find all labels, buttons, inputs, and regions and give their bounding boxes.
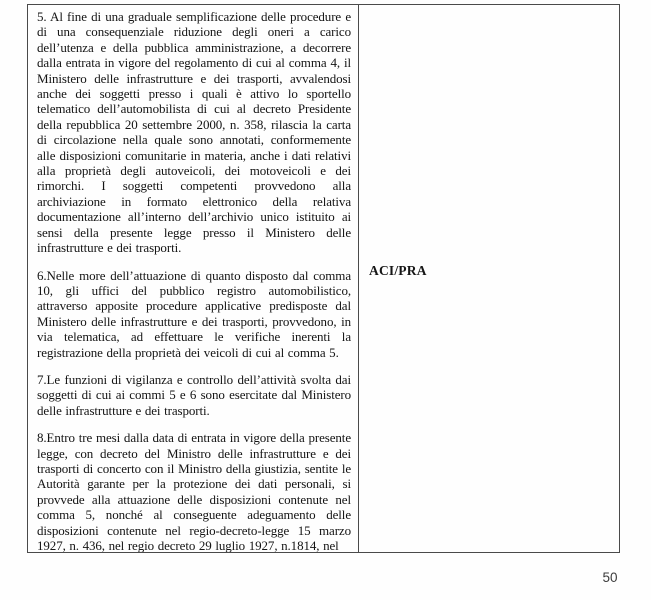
aci-pra-label: ACI/PRA: [369, 263, 427, 278]
paragraph-comma-5: 5. Al fine di una graduale semplificazione delle procedure e di una consequenziale riduzione degli oneri a carico dell’utenza e della pubblica amministrazione, a decorrere dalla entrata in vigore del regolamento di cui al comma 4, il Ministero delle infrastrutture e dei trasporti, avvalendosi anche dei soggetti presso i quali è attivo lo sportello telematico dell’automobilista di cui al decreto Presidente della repubblica 20 settembre 2000, n. 358, rilascia la carta di circolazione nella quale sono annotati, conformemente alle disposizioni comunitarie in materia, anche i dati relativi alla proprietà degli autoveicoli, dei motoveicoli e dei rimorchi. I soggetti competenti provvedono alla archiviazione in formato elettronico della relativa documentazione all’interno dell’archivio unico istituito ai sensi della presente legge presso il Ministero delle infrastrutture e dei trasporti.: [37, 9, 351, 256]
document-table: [27, 4, 620, 553]
paragraph-comma-7: 7.Le funzioni di vigilanza e controllo dell’attività svolta dai soggetti di cui ai commi 5 e 6 sono esercitate dal Ministero delle infrastrutture e dei trasporti.: [37, 371, 351, 418]
paragraph-comma-6: 6.Nelle more dell’attuazione di quanto disposto dal comma 10, gli uffici del pubblico registro automobilistico, attraverso apposite procedure applicative predisposte dal Ministero delle infrastrutture e dei trasporti, provvedono, in via telematica, ad effettuare le verifiche inerenti la registrazione della proprietà dei veicoli di cui al comma 5.: [37, 267, 351, 360]
table-cell-annotation: [360, 5, 619, 552]
table-cell-body-text: [28, 5, 359, 552]
page-number: 50: [602, 570, 618, 585]
paragraph-comma-8: 8.Entro tre mesi dalla data di entrata in vigore della presente legge, con decreto del Ministro delle infrastrutture e dei trasporti di concerto con il Ministro della giustizia, sentite le Autorità garante per la protezione dei dati personali, si provvede alla attuazione delle disposizioni contenute nel comma 5, nonché al conseguente adeguamento delle disposizioni contenute nel regio-decreto-legge 15 marzo 1927, n. 436, nel regio decreto 29 luglio 1927, n.1814, nel: [37, 430, 351, 552]
